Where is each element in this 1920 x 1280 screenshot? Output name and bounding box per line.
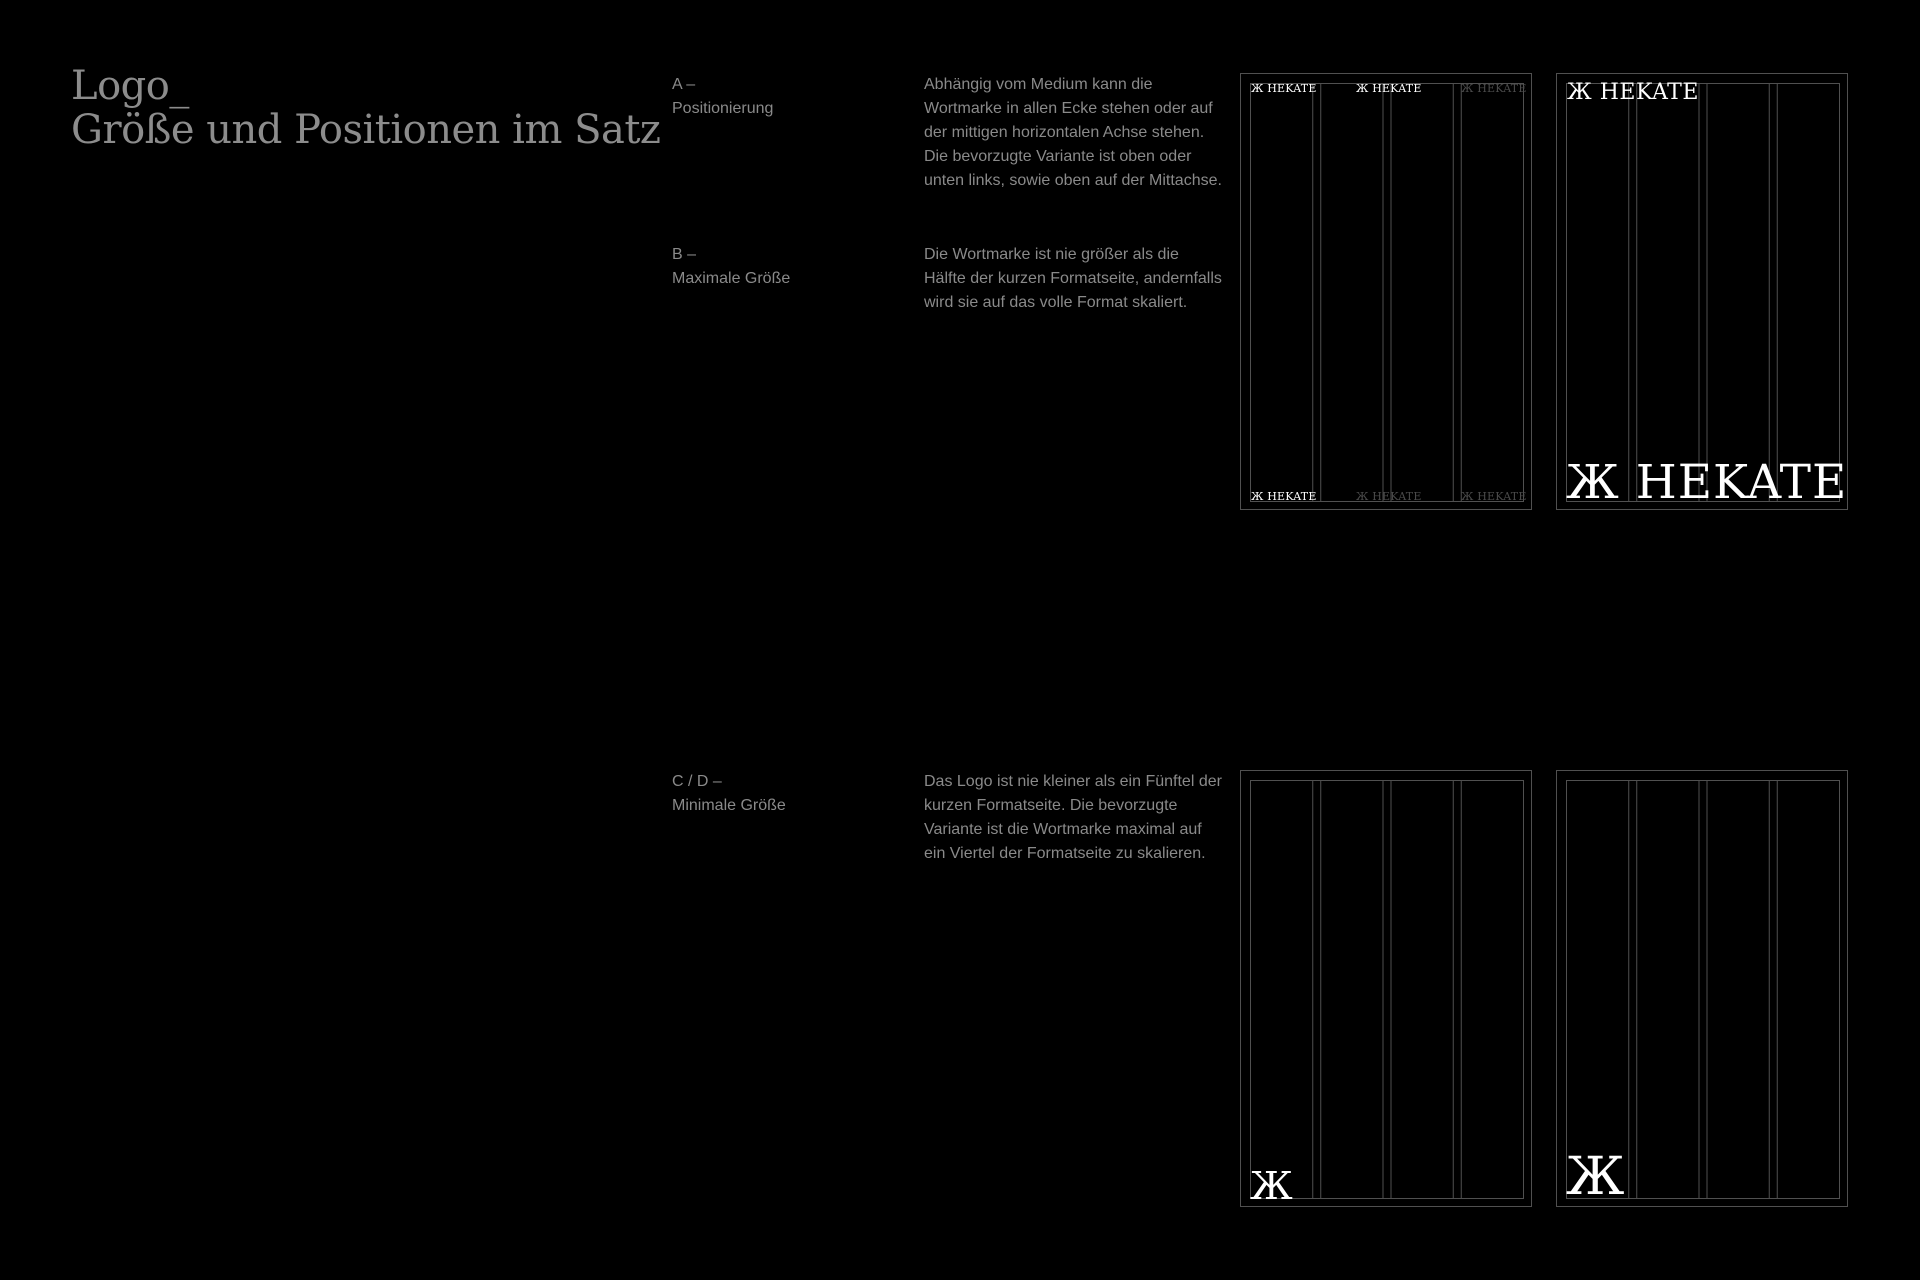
section-b-description: Die Wortmarke ist nie größer als die Hälfte der kurzen Formatseite, andernfalls wird sie auf das volle Format skaliert. (924, 246, 1222, 311)
wordmark-symbol-large: Ж (1566, 1147, 1625, 1207)
diagram-d-minimum-size (1556, 770, 1848, 1207)
grid-margin-frame (1251, 84, 1524, 502)
section-cd-label (672, 770, 786, 818)
wordmark-top-right: Ж HEKATE (1461, 82, 1527, 95)
page-title-line-2: Größe und Positionen im Satz (71, 107, 661, 153)
layout-grid (1557, 74, 1849, 511)
wordmark-bottom-left: Ж HEKATE (1251, 490, 1317, 503)
section-a-description: Abhängig vom Medium kann die Wortmarke in allen Ecke stehen oder auf der mittigen horizontalen Achse stehen. Die bevorzugte Variante ist oben oder unten links, sowie oben auf der Mittachse. (924, 76, 1222, 189)
wordmark-top-center: Ж HEKATE (1356, 82, 1422, 95)
wordmark-bottom-large: Ж HEKATE (1566, 455, 1848, 510)
wordmark-top-medium: Ж HEKATE (1567, 80, 1699, 105)
layout-grid (1557, 771, 1849, 1208)
wordmark-bottom-right: Ж HEKATE (1461, 490, 1527, 503)
section-cd-label-letter: C / D – (672, 773, 722, 790)
section-a-label-letter: A – (672, 76, 696, 93)
section-cd-label-name: Minimale Größe (672, 797, 786, 814)
section-b-label-name: Maximale Größe (672, 270, 791, 287)
grid-margin-frame (1251, 781, 1524, 1199)
diagram-c-minimum-size (1240, 770, 1532, 1207)
diagram-b-maximum-size (1556, 73, 1848, 510)
wordmark-bottom-center: Ж HEKATE (1356, 490, 1422, 503)
wordmark-symbol-small: Ж (1250, 1164, 1293, 1208)
layout-grid (1241, 771, 1533, 1208)
page-title-line-1: Logo_ (71, 63, 189, 109)
section-a-label (672, 73, 773, 121)
wordmark-top-left: Ж HEKATE (1251, 82, 1317, 95)
diagram-a-positioning (1240, 73, 1532, 510)
section-b-label-letter: B – (672, 246, 697, 263)
grid-margin-frame (1567, 781, 1840, 1199)
section-cd-description: Das Logo ist nie kleiner als ein Fünftel der kurzen Formatseite. Die bevorzugte Variante ist die Wortmarke maximal auf ein Viertel der Formatseite zu skalieren. (924, 773, 1222, 862)
section-b-label (672, 243, 790, 291)
grid-margin-frame (1567, 80, 1840, 502)
page-title (71, 64, 661, 152)
section-a-label-name: Positionierung (672, 100, 774, 117)
layout-grid (1241, 74, 1533, 511)
